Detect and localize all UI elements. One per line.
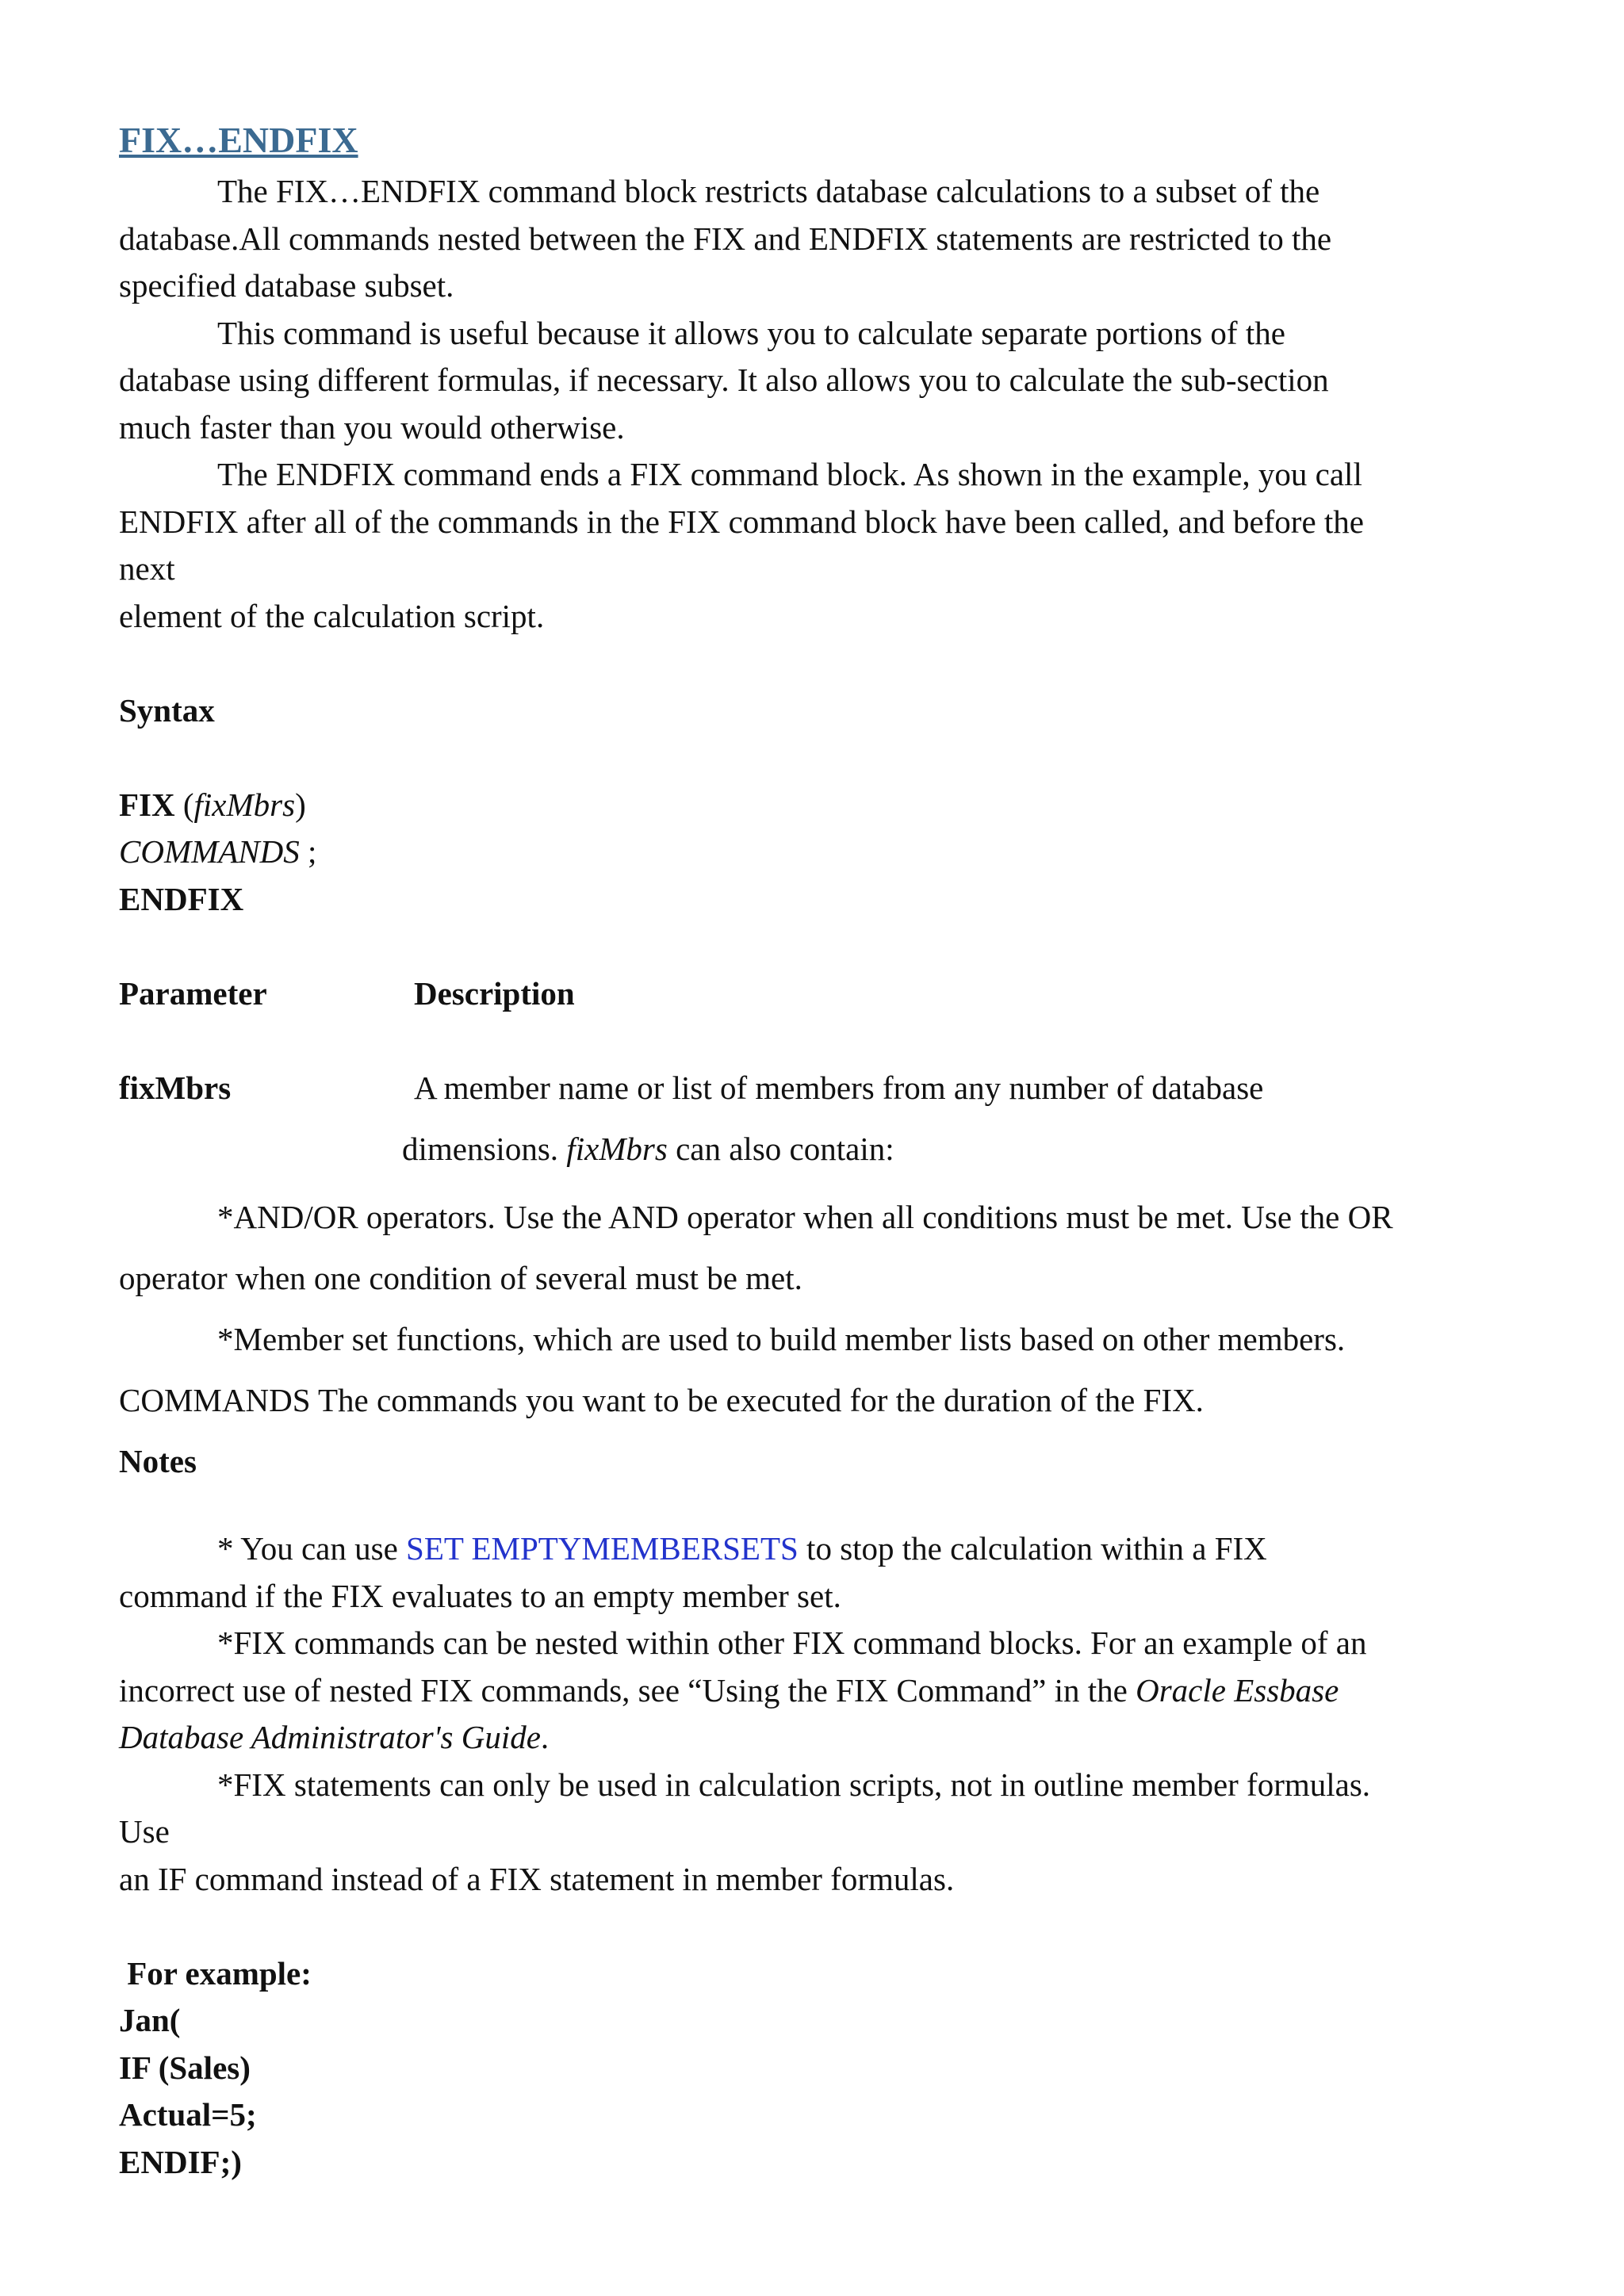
paren-open: ( bbox=[174, 786, 194, 823]
param-italic: fixMbrs bbox=[566, 1131, 668, 1167]
code-line: Jan( bbox=[119, 2002, 181, 2038]
note-2-line-2 bbox=[119, 1667, 1515, 1715]
param-description-cont bbox=[119, 1126, 1515, 1187]
semicolon: ; bbox=[299, 833, 317, 870]
note-2-line-1: *FIX commands can be nested within other FIX command blocks. For an example of an bbox=[217, 1624, 1367, 1661]
text-line: The FIX…ENDFIX command block restricts database calculations to a subset of the bbox=[217, 173, 1320, 209]
text-line: database using different formulas, if necessary. It also allows you to calculate the sub-section bbox=[119, 362, 1329, 398]
text-line: The ENDFIX command ends a FIX command block. As shown in the example, you call bbox=[217, 456, 1362, 492]
text-line: much faster than you would otherwise. bbox=[119, 408, 625, 446]
param-row-fixmbrs bbox=[119, 1065, 1515, 1126]
text-line: specified database subset. bbox=[119, 267, 454, 304]
text-line: element of the calculation script. bbox=[119, 597, 545, 634]
code-line: Actual=5; bbox=[119, 2096, 257, 2133]
spacer bbox=[119, 1492, 1515, 1525]
text-run: dimensions. bbox=[402, 1131, 567, 1167]
syntax-commands-line bbox=[119, 828, 1515, 876]
page-title: FIX…ENDFIX bbox=[119, 120, 358, 160]
spacer bbox=[119, 640, 1515, 687]
intro-paragraph-3 bbox=[119, 451, 1515, 640]
syntax-fix-line bbox=[119, 782, 1515, 829]
notes-heading: Notes bbox=[119, 1443, 197, 1479]
andor-line-1: *AND/OR operators. Use the AND operator when all conditions must be met. Use the OR bbox=[217, 1199, 1393, 1235]
code-line: ENDIF;) bbox=[119, 2143, 242, 2180]
spacer bbox=[119, 1903, 1515, 1950]
example-heading: For example: bbox=[119, 1954, 312, 1992]
intro-paragraph-2 bbox=[119, 310, 1515, 452]
spacer bbox=[119, 1017, 1515, 1065]
note-3-line-1: *FIX statements can only be used in calculation scripts, not in outline member formulas. bbox=[217, 1766, 1371, 1803]
text-line: ENDFIX after all of the commands in the FIX command block have been called, and before the bbox=[119, 503, 1364, 540]
note-3-line-2: Use bbox=[119, 1813, 170, 1850]
fix-keyword: FIX bbox=[119, 786, 175, 823]
intro-paragraph-1 bbox=[119, 168, 1515, 310]
note-1-line-2: command if the FIX evaluates to an empty member set. bbox=[119, 1577, 841, 1614]
note-1-line-1 bbox=[119, 1525, 1515, 1573]
andor-line-2: operator when one condition of several must be met. bbox=[119, 1260, 802, 1296]
desc-header: Description bbox=[414, 974, 575, 1012]
member-set-line: *Member set functions, which are used to build member lists based on other members. bbox=[217, 1321, 1346, 1357]
spacer bbox=[119, 734, 1515, 782]
syntax-endfix-line: ENDFIX bbox=[119, 880, 244, 917]
text-run: to stop the calculation within a FIX bbox=[798, 1530, 1267, 1567]
note-2-line-3 bbox=[119, 1714, 1515, 1762]
param-header: Parameter bbox=[119, 974, 267, 1012]
text-run: . bbox=[540, 1719, 550, 1755]
text-line: next bbox=[119, 550, 175, 587]
param-description: A member name or list of members from any number of database bbox=[414, 1070, 1264, 1106]
paren-close: ) bbox=[295, 786, 306, 823]
commands-keyword: COMMANDS bbox=[119, 833, 300, 870]
param-table-header bbox=[119, 970, 1515, 1018]
text-line: This command is useful because it allows you to calculate separate portions of the bbox=[217, 314, 1285, 351]
text-run: can also contain: bbox=[667, 1131, 894, 1167]
syntax-heading: Syntax bbox=[119, 691, 215, 729]
document-body bbox=[119, 113, 1515, 2186]
spacer bbox=[119, 923, 1515, 970]
guide-title: Oracle Essbase bbox=[1136, 1671, 1339, 1709]
text-run: incorrect use of nested FIX commands, see “Using the FIX Command” in the bbox=[119, 1671, 1136, 1709]
guide-title: Database Administrator's Guide bbox=[119, 1719, 541, 1755]
code-line: IF (Sales) bbox=[119, 2049, 251, 2086]
note-3-line-3: an IF command instead of a FIX statement in member formulas. bbox=[119, 1860, 955, 1897]
param-name: fixMbrs bbox=[119, 1070, 232, 1106]
fix-param: fixMbrs bbox=[193, 786, 296, 823]
text-line: database.All commands nested between the FIX and ENDFIX statements are restricted to the bbox=[119, 220, 1332, 257]
text-run: * You can use bbox=[217, 1530, 407, 1567]
set-emptymembersets-link[interactable]: SET EMPTYMEMBERSETS bbox=[406, 1530, 799, 1567]
commands-description: COMMANDS The commands you want to be executed for the duration of the FIX. bbox=[119, 1382, 1204, 1418]
